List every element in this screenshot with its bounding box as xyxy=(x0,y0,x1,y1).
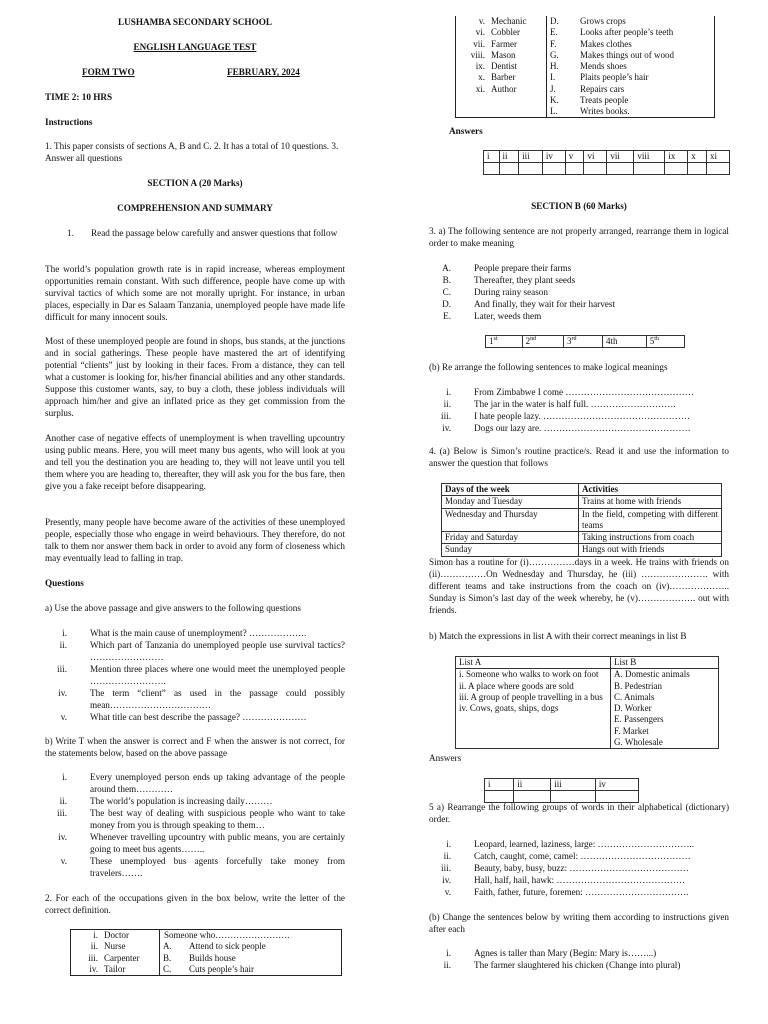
definition-text: Mends shoes xyxy=(580,61,627,71)
table-row xyxy=(486,336,685,348)
school-name: LUSHAMBA SECONDARY SCHOOL xyxy=(117,17,272,27)
definition-text: Someone who……………………. xyxy=(164,930,290,940)
test-title: ENGLISH LANGUAGE TEST xyxy=(133,42,257,52)
definition-letter: J. xyxy=(550,83,556,94)
list-item xyxy=(429,423,729,435)
list-item-text: Beauty, baby, busy, buzz: ………………………………… xyxy=(474,863,689,873)
answer-cell-label: i xyxy=(484,151,500,163)
occupation-number: vii. xyxy=(473,38,485,49)
occupation-name: Doctor xyxy=(101,930,160,942)
table-row xyxy=(456,72,715,83)
definition-text: Looks after people’s teeth xyxy=(580,27,674,38)
answer-cell[interactable] xyxy=(485,791,514,803)
list-number: ii. xyxy=(443,851,451,861)
list-item xyxy=(429,851,729,863)
answer-cell[interactable] xyxy=(595,791,638,803)
answer-cell[interactable] xyxy=(707,163,730,175)
table-row xyxy=(456,669,719,749)
list-number: v. xyxy=(444,887,451,897)
answer-cell[interactable] xyxy=(565,163,584,175)
list-item: Whenever travelling upcountry with public means, you are certainly going to meet bus agents…….. xyxy=(90,832,345,854)
answer-cell[interactable] xyxy=(542,163,565,175)
list-number: iii. xyxy=(441,863,451,873)
list-item-text: I hate people lazy. ………………………………………… xyxy=(474,411,691,421)
list-number: E. xyxy=(443,311,451,321)
passage-paragraph: The world’s population growth rate is in rapid increase, whereas employment opportunities remain constant. With such difference, people have come up with survival tactics of which some are not morally upright. For instance, in urban places, especially in Dar es Salaam Tanzania, unemployed people have made life difficult for many innocent souls. xyxy=(45,264,345,322)
questions-title: Questions xyxy=(45,578,84,588)
list-item-text: During rainy season xyxy=(474,287,548,297)
answer-cell-label: iv xyxy=(542,151,565,163)
answer-cell-label: viii xyxy=(634,151,665,163)
table-row xyxy=(456,657,719,669)
definition-letter: B. xyxy=(163,952,172,963)
answer-cell-sup: nd xyxy=(530,336,537,342)
list-number: C. xyxy=(442,287,451,297)
occupation-number: viii. xyxy=(470,49,485,60)
list-number: iv. xyxy=(442,423,451,433)
list-item-text: From Zimbabwe I come …………………………………… xyxy=(474,387,694,397)
answer-cell[interactable] xyxy=(484,163,500,175)
list-item-text: Dogs our lazy are. ………………………………………… xyxy=(474,423,691,433)
list-item xyxy=(429,948,729,960)
answer-cell-text: 4th xyxy=(605,336,618,346)
occupation-number: iv. xyxy=(89,963,98,974)
list-item: What is the main cause of unemployment? ………………. xyxy=(90,628,307,638)
q5a-intro: 5 a) Rearrange the following groups of words in their alphabetical (dictionary) order. xyxy=(429,802,729,824)
list-item xyxy=(429,863,729,875)
list-item: What title can best describe the passage? ………………… xyxy=(90,712,307,722)
q5b-intro: (b) Change the sentences below by writing them according to instructions given after each xyxy=(429,912,729,934)
list-number: ii. xyxy=(59,796,67,806)
occupation-name: Barber xyxy=(488,72,547,83)
answer-cell[interactable] xyxy=(584,163,607,175)
occupations-table-continued xyxy=(455,16,715,118)
list-item xyxy=(429,411,729,423)
routine-cell: Wednesday and Thursday xyxy=(442,508,579,532)
qb-list xyxy=(45,772,345,880)
answer-cell-label xyxy=(522,336,563,348)
list-b-item: F. Market xyxy=(614,725,649,736)
occupation-number xyxy=(456,106,489,118)
list-item: Which part of Tanzania do unemployed people use survival tactics? …………………… xyxy=(90,640,345,662)
list-item xyxy=(429,287,729,299)
list-number: v. xyxy=(60,712,67,722)
definition-letter: A. xyxy=(163,941,172,952)
list-item: The world’s population is increasing daily……… xyxy=(90,796,273,806)
list-item-text: Thereafter, they plant seeds xyxy=(474,275,576,285)
table-row xyxy=(484,151,730,163)
definition-text: Grows crops xyxy=(580,16,626,26)
table-row xyxy=(442,544,722,556)
list-b-item: D. Worker xyxy=(614,703,652,713)
instructions-text: 1. This paper consists of sections A, B and C. 2. It has a total of 10 questions. 3. Answer all questions xyxy=(45,141,339,163)
qb-intro: b) Write T when the answer is correct and F when the answer is not correct, for the statements below, based on the above passage xyxy=(45,736,345,758)
table-row xyxy=(456,84,715,95)
instructions-title: Instructions xyxy=(45,117,93,127)
q1-number: 1. xyxy=(67,228,74,238)
definition-letter: G. xyxy=(550,49,559,60)
table-row xyxy=(442,496,722,508)
list-item: Mention three places where one would meet the unemployed people ……………………. xyxy=(90,664,345,686)
occupation-name: Cobbler xyxy=(488,27,547,38)
occupation-number: i. xyxy=(93,930,98,940)
routine-paragraph: Simon has a routine for (i)……………days in a week. He trains with friends on (ii)……………On Wednesday and Thursday, he (iii) …………………. with different teams and take instructions from the coach on (iv)……………….. Sunday is Simon’s last day of the week whereby, he (v)………………. out with friends. xyxy=(429,557,729,615)
routine-header: Activities xyxy=(579,484,722,496)
passage-paragraph: Presently, many people have become aware of the activities of these unemployed people, especially those who engage in weird behaviours. They therefore, do not talk to them nor answer them back in order to avoid any form of closeness which may eventually lead to falling in trap. xyxy=(45,517,345,563)
list-number: i. xyxy=(62,772,67,782)
list-item-text: People prepare their farms xyxy=(474,263,572,273)
answer-cell[interactable] xyxy=(607,163,634,175)
list-number: i. xyxy=(446,387,451,397)
list-item: The best way of dealing with suspicious people who want to take money from you is through speaking to them… xyxy=(90,808,345,830)
list-number: iii. xyxy=(57,808,67,818)
definition-letter: C. xyxy=(163,963,172,974)
occupations-table xyxy=(70,929,342,976)
list-item xyxy=(429,275,729,287)
definition-letter: I. xyxy=(550,72,556,83)
table-row xyxy=(71,964,342,976)
table-row xyxy=(71,953,342,964)
section-a-subtitle: COMPREHENSION AND SUMMARY xyxy=(117,203,273,213)
q3a-intro: 3. a) The following sentence are not properly arranged, rearrange them in logical order to make meaning xyxy=(429,226,729,248)
answer-cell-label: x xyxy=(688,151,707,163)
occupation-number: v. xyxy=(478,16,485,26)
occupation-number: ix. xyxy=(475,61,485,71)
table-row xyxy=(71,941,342,952)
answers-label: Answers xyxy=(429,753,462,763)
list-b-header: List B xyxy=(611,657,719,669)
answer-cell-label: xi xyxy=(707,151,730,163)
table-row xyxy=(71,930,342,942)
definition-letter: L. xyxy=(550,106,558,116)
definition-letter: F. xyxy=(550,38,557,49)
answer-cell-label xyxy=(602,336,646,348)
routine-cell: In the field, competing with different teams xyxy=(579,508,722,532)
occupation-answer-grid xyxy=(483,150,730,175)
q3a-list xyxy=(429,263,729,323)
routine-cell: Taking instructions from coach xyxy=(579,532,722,544)
occupation-number: xi. xyxy=(475,83,485,94)
q4b-intro: b) Match the expressions in list A with their correct meanings in list B xyxy=(429,631,687,641)
answer-cell-label: v xyxy=(565,151,584,163)
answer-cell-label: ii xyxy=(514,779,551,791)
definition-letter: D. xyxy=(550,16,559,26)
occupation-name xyxy=(488,106,547,118)
occupation-number: x. xyxy=(478,72,485,83)
list-number: ii. xyxy=(443,960,451,970)
occupation-name: Carpenter xyxy=(101,953,160,964)
passage-paragraph: Most of these unemployed people are found in shops, bus stands, at the junctions and in social gatherings. These people have mastered the art of identifying potential “clients” just by looking in their faces. From a distance, they can tell what a customer is looking for, his/her financial abilities and any other standards. Suppose this customer wants, say, to buy a cloth, these jobless individuals will approach him/her and give an inflated price as they get commission from the surplus. xyxy=(45,336,345,418)
list-item xyxy=(429,311,729,323)
answer-cell[interactable] xyxy=(499,163,519,175)
form-label: FORM TWO xyxy=(82,67,135,77)
list-b-item: C. Animals xyxy=(614,691,655,702)
occupation-name: Dentist xyxy=(488,61,547,72)
list-item: Every unemployed person ends up taking advantage of the people around them………… xyxy=(90,772,345,794)
q3b-intro: (b) Re arrange the following sentences to make logical meanings xyxy=(429,362,668,372)
occupation-name: Mechanic xyxy=(488,16,547,27)
order-answer-grid xyxy=(485,335,685,348)
definition-text: Repairs cars xyxy=(580,83,625,94)
answers-label: Answers xyxy=(449,126,483,136)
table-row xyxy=(485,791,639,803)
occupation-name: Author xyxy=(488,84,547,95)
list-number: i. xyxy=(62,628,67,638)
answer-cell[interactable] xyxy=(551,791,596,803)
routine-table xyxy=(441,483,722,557)
list-b-item: B. Pedestrian xyxy=(614,680,662,691)
list-number: ii. xyxy=(443,399,451,409)
list-b-item: G. Wholesale xyxy=(614,736,663,747)
answer-cell[interactable] xyxy=(688,163,707,175)
list-item-text: Hall, half, hail, hawk: …………………………………… xyxy=(474,875,686,885)
answer-cell-label: iii xyxy=(519,151,543,163)
table-row xyxy=(456,39,715,50)
answer-cell-label: i xyxy=(485,779,514,791)
answer-cell[interactable] xyxy=(514,791,551,803)
routine-cell: Monday and Tuesday xyxy=(442,496,579,508)
routine-cell: Hangs out with friends xyxy=(579,544,722,556)
q5a-list xyxy=(429,839,729,899)
table-row xyxy=(456,95,715,106)
answer-cell-label: vii xyxy=(607,151,634,163)
list-item-text: And finally, they wait for their harvest xyxy=(474,299,616,309)
answer-cell-text: 5 xyxy=(649,336,655,346)
answer-cell-label xyxy=(486,336,523,348)
occupation-name: Mason xyxy=(488,50,547,61)
answer-cell-sup: th xyxy=(654,336,659,342)
answer-cell-text: 1 xyxy=(489,336,494,346)
table-row xyxy=(442,508,722,532)
list-item xyxy=(429,960,729,972)
definition-text: Plaits people’s hair xyxy=(580,72,649,83)
list-item: These unemployed bus agents forcefully take money from travelers……. xyxy=(90,856,345,878)
definition-letter: K. xyxy=(550,94,559,105)
definition-text: Makes clothes xyxy=(580,38,632,49)
list-item xyxy=(429,875,729,887)
list-item xyxy=(429,387,729,399)
date-label: FEBRUARY, 2024 xyxy=(227,67,300,77)
table-row xyxy=(442,484,722,496)
section-a-title: SECTION A (20 Marks) xyxy=(147,178,243,188)
list-number: ii. xyxy=(59,640,67,650)
answer-cell-label: iii xyxy=(551,779,596,791)
list-item-text: Leopard, learned, laziness, large: ………………………….. xyxy=(474,839,695,849)
list-number: iv. xyxy=(58,688,67,698)
list-number: B. xyxy=(442,275,451,285)
q5b-list xyxy=(429,948,729,972)
list-number: i. xyxy=(446,839,451,849)
answer-cell-text: 2 xyxy=(525,336,531,346)
list-item xyxy=(429,839,729,851)
list-number: A. xyxy=(442,263,451,273)
answer-cell[interactable] xyxy=(665,163,688,175)
list-b-item: E. Passengers xyxy=(614,714,664,725)
answer-cell-text: 3 xyxy=(567,336,572,346)
occupation-number: vi. xyxy=(475,27,485,38)
routine-cell: Friday and Saturday xyxy=(442,532,579,544)
list-number: i. xyxy=(446,948,451,958)
list-item-text: Later, weeds them xyxy=(474,311,542,321)
table-row xyxy=(484,163,730,175)
answer-cell-label: ix xyxy=(665,151,688,163)
list-b-item: A. Domestic animals xyxy=(614,669,690,680)
answer-cell[interactable] xyxy=(519,163,543,175)
list-item-text: The jar in the water is half full. ………………………. xyxy=(474,399,676,409)
definition-text: Attend to sick people xyxy=(189,941,266,952)
occupation-number: iii. xyxy=(88,952,98,963)
table-row xyxy=(456,27,715,38)
answer-cell-sup: st xyxy=(493,336,498,342)
match-answer-grid xyxy=(484,778,639,803)
occupation-name xyxy=(488,95,547,106)
occupation-number xyxy=(456,95,489,106)
definition-text: Makes things out of wood xyxy=(580,49,674,60)
routine-cell: Trains at home with friends xyxy=(579,496,722,508)
answer-cell-sup: rd xyxy=(571,336,577,342)
list-a-header: List A xyxy=(456,657,611,669)
qa-list xyxy=(45,628,345,724)
definition-text: Builds house xyxy=(189,952,236,963)
definition-letter: E. xyxy=(550,27,558,38)
list-number: iv. xyxy=(442,875,451,885)
list-item-text: Agnes is taller than Mary (Begin: Mary is……...) xyxy=(474,948,657,958)
table-row xyxy=(456,106,715,118)
routine-header: Days of the week xyxy=(442,484,579,496)
list-item xyxy=(429,299,729,311)
list-a-items: i. Someone who walks to work on foot ii. A place where goods are sold iii. A group of people travelling in a bus iv. Cows, goats, ships, dogs xyxy=(456,669,611,749)
list-b-items xyxy=(611,669,719,749)
answer-cell-label: ii xyxy=(499,151,519,163)
list-number: v. xyxy=(60,856,67,866)
answer-cell-label xyxy=(646,336,684,348)
definition-text: Writes books. xyxy=(580,106,630,116)
q4a-intro: 4. (a) Below is Simon’s routine practice/s. Read it and use the information to answer the question that follows xyxy=(429,446,729,468)
answer-cell-label: vi xyxy=(584,151,607,163)
answer-cell-label xyxy=(564,336,603,348)
definition-text: Cuts people’s hair xyxy=(189,963,254,974)
table-row xyxy=(456,16,715,27)
q3b-list xyxy=(429,387,729,435)
passage-paragraph: Another case of negative effects of unemployment is when travelling upcountry using public means. Here, you will meet many bus agents, who will look at you and tell you the destination you are heading to, they will not leave until you tell them where you are heading to, thereafter, they will ask you for the bus fare, then give you a fake receipt before disappearing. xyxy=(45,433,345,491)
section-b-title: SECTION B (60 Marks) xyxy=(531,201,627,211)
occupation-number: ii. xyxy=(90,941,98,952)
occupation-name: Tailor xyxy=(101,964,160,976)
list-number: iv. xyxy=(58,832,67,842)
list-item xyxy=(429,887,729,899)
list-item-text: The farmer slaughtered his chicken (Change into plural) xyxy=(474,960,681,970)
list-number: D. xyxy=(442,299,451,309)
list-item xyxy=(429,263,729,275)
definition-letter: H. xyxy=(550,61,559,71)
table-row xyxy=(456,61,715,72)
occupation-name: Farmer xyxy=(488,39,547,50)
time-label: TIME 2: 10 HRS xyxy=(45,92,113,102)
qa-intro: a) Use the above passage and give answers to the following questions xyxy=(45,603,301,613)
routine-cell: Sunday xyxy=(442,544,579,556)
occupation-name: Nurse xyxy=(101,941,160,952)
list-item-text: Faith, father, future, foremen: ……………………………. xyxy=(474,887,689,897)
list-item-text: Catch, caught, come, camel: ……………………………… xyxy=(474,851,691,861)
q2-intro: 2. For each of the occupations given in the box below, write the letter of the correct definition. xyxy=(45,893,345,915)
answer-cell-label: iv xyxy=(595,779,638,791)
answer-cell[interactable] xyxy=(634,163,665,175)
match-table xyxy=(455,656,719,749)
list-item xyxy=(429,399,729,411)
table-row xyxy=(442,532,722,544)
q1-text: Read the passage below carefully and answer questions that follow xyxy=(91,228,338,238)
definition-text: Treats people xyxy=(580,94,629,105)
list-item: The term “client” as used in the passage could possibly mean…………………………… xyxy=(90,688,345,710)
table-row xyxy=(485,779,639,791)
table-row xyxy=(456,50,715,61)
list-number: iii. xyxy=(441,411,451,421)
list-number: iii. xyxy=(57,664,67,674)
